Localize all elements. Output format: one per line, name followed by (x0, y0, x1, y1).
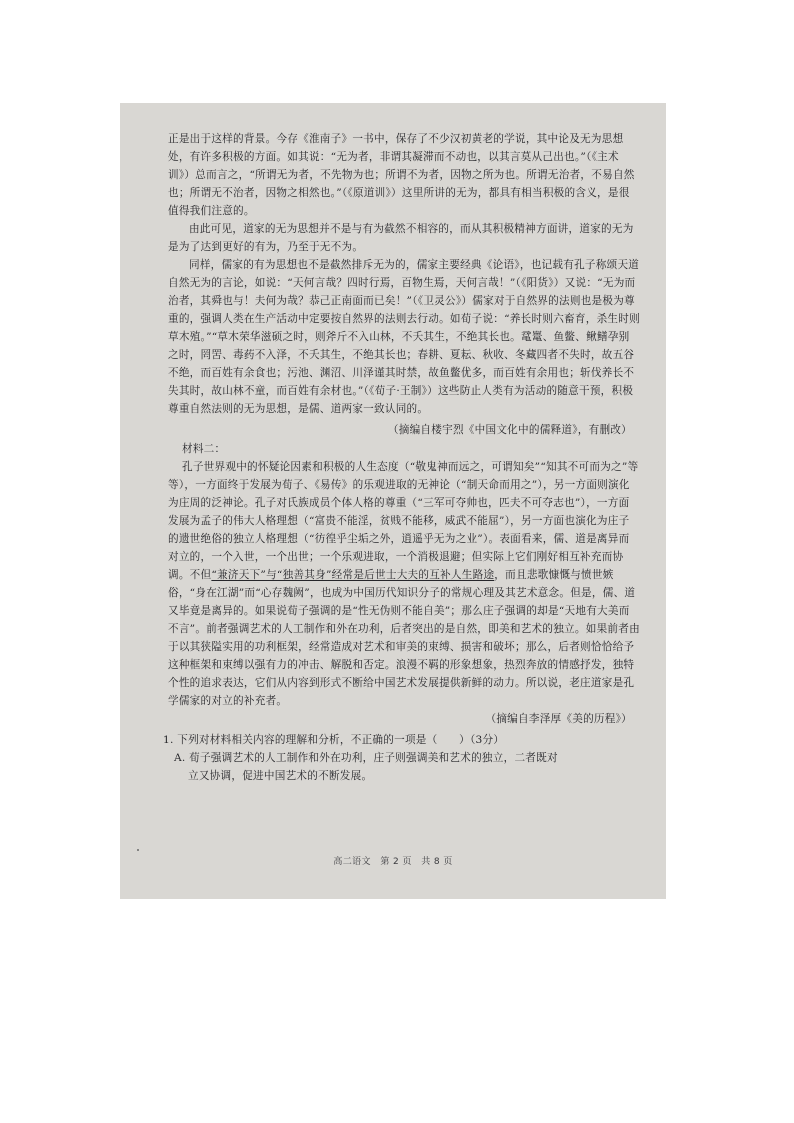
option-a-line-2: 立又协调，促进中国艺术的不断发展。 (188, 770, 373, 782)
document-sheet (120, 103, 666, 899)
photographed-page (120, 103, 666, 899)
material-two-text-b: ，而且悲歌慷慨与愤世嫉俗，“身在江湖”而“心存魏阙”，也成为中国历代知识分子的常规心理及其艺术意念。但是，儒、道又毕竟是离异的。如果说荀子强调的是“性无伪则不能自美”；那么庄子强调的却是“天地有大美而不言”。前者强调艺术的人工制作和外在功利，后者突出的是自然，即美和艺术的独立。如果前者由于以其狭隘实用的功利框架，经常造成对艺术和审美的束缚、损害和破坏；那么，后者则恰恰给予这种框架和束缚以强有力的冲击、解脱和否定。浪漫不羁的形象想象，热烈奔放的情感抒发，独特个性的追求表达，它们从内容到形式不断给中国艺术发展提供新鲜的动力。所以说，老庄道家是孔学儒家的对立的补充者。 (168, 569, 640, 707)
paper-speck (137, 849, 139, 851)
question-1: 1. 下列对材料相关内容的理解和分析，不正确的一项是（ ）（3分） (163, 734, 505, 746)
underlined-phrase: “兼济天下”与“独善其身”经常是后世士大夫的互补人生路途 (211, 569, 495, 581)
option-a-line-1: A. 荀子强调艺术的人工制作和外在功利，庄子则强调美和艺术的独立，二者既对 (174, 752, 558, 764)
source-citation-two: （摘编自李泽厚《美的历程》） (485, 713, 632, 725)
source-citation-one: （摘编自楼宇烈《中国文化中的儒释道》，有删改） (387, 424, 632, 436)
paragraph-material-two (168, 458, 640, 710)
paragraph-confucian: 同样，儒家的有为思想也不是截然排斥无为的，儒家主要经典《论语》，也记载有孔子称颂天道自然无为的言论，如说：“天何言哉？四时行焉，百物生焉，天何言哉！”（《阳货》）又说：“无为而治者，其舜也与！夫何为哉？恭己正南面而已矣！”（《卫灵公》）儒家对于自然界的法则也是极为尊重的，强调人类在生产活动中定要按自然界的法则去行动。如荀子说：“养长时则六畜育，杀生时则草木殖。”“草木荣华滋硕之时，则斧斤不入山林，不夭其生，不绝其长也。鼋鼍、鱼鳖、鳅鳝孕别之时，罔罟、毒药不入泽，不夭其生，不绝其长也；春耕、夏耘、秋收、冬藏四者不失时，故五谷不绝，而百姓有余食也；污池、渊沼、川泽谨其时禁，故鱼鳖优多，而百姓有余用也；斩伐养长不失其时，故山林不童，而百姓有余材也。”（《荀子·王制》）这些防止人类有为活动的随意干预，积极尊重自然法则的无为思想，是儒、道两家一致认同的。 (168, 259, 640, 415)
paragraph-huainanzi: 正是出于这样的背景。今存《淮南子》一书中，保存了不少汉初黄老的学说，其中论及无为思想处，有许多积极的方面。如其说：“无为者，非谓其凝滞而不动也，以其言莫从己出也。”（《主术训》）总而言之，“所谓无为者，不先物为也；所谓不为者，因物之所为也。所谓无治者，不易自然也；所谓无不治者，因物之相然也。”（《原道训》）这里所讲的无为，都具有相当积极的含义，是很值得我们注意的。 (168, 133, 635, 217)
material-two-text-a: 孔子世界观中的怀疑论因素和积极的人生态度（“敬鬼神而远之，可谓知矣”“知其不可而为之”等等），一方面终于发展为荀子、《易传》的乐观进取的无神论（“制天命而用之”），另一方面则演化为庄周的泛神论。孔子对氏族成员个体人格的尊重（“三军可夺帅也，匹夫不可夺志也”），一方面发展为孟子的伟大人格理想（“富贵不能淫，贫贱不能移，威武不能屈”），另一方面也演化为庄子的遗世绝俗的独立人格理想（“彷徨乎尘垢之外，逍遥乎无为之业”）。表面看来，儒、道是离异而对立的，一个入世，一个出世；一个乐观进取，一个消极退避；但实际上它们刚好相互补充而协调。不但 (168, 461, 639, 581)
paragraph-conclusion: 由此可见，道家的无为思想并不是与有为截然不相容的，而从其积极精神方面讲，道家的无为是为了达到更好的有为，乃至于无不为。 (168, 223, 634, 253)
page-footer: 高二语文 第 2 页 共 8 页 (333, 857, 453, 867)
option-a (174, 749, 640, 785)
material-two-heading: 材料二： (182, 443, 226, 455)
